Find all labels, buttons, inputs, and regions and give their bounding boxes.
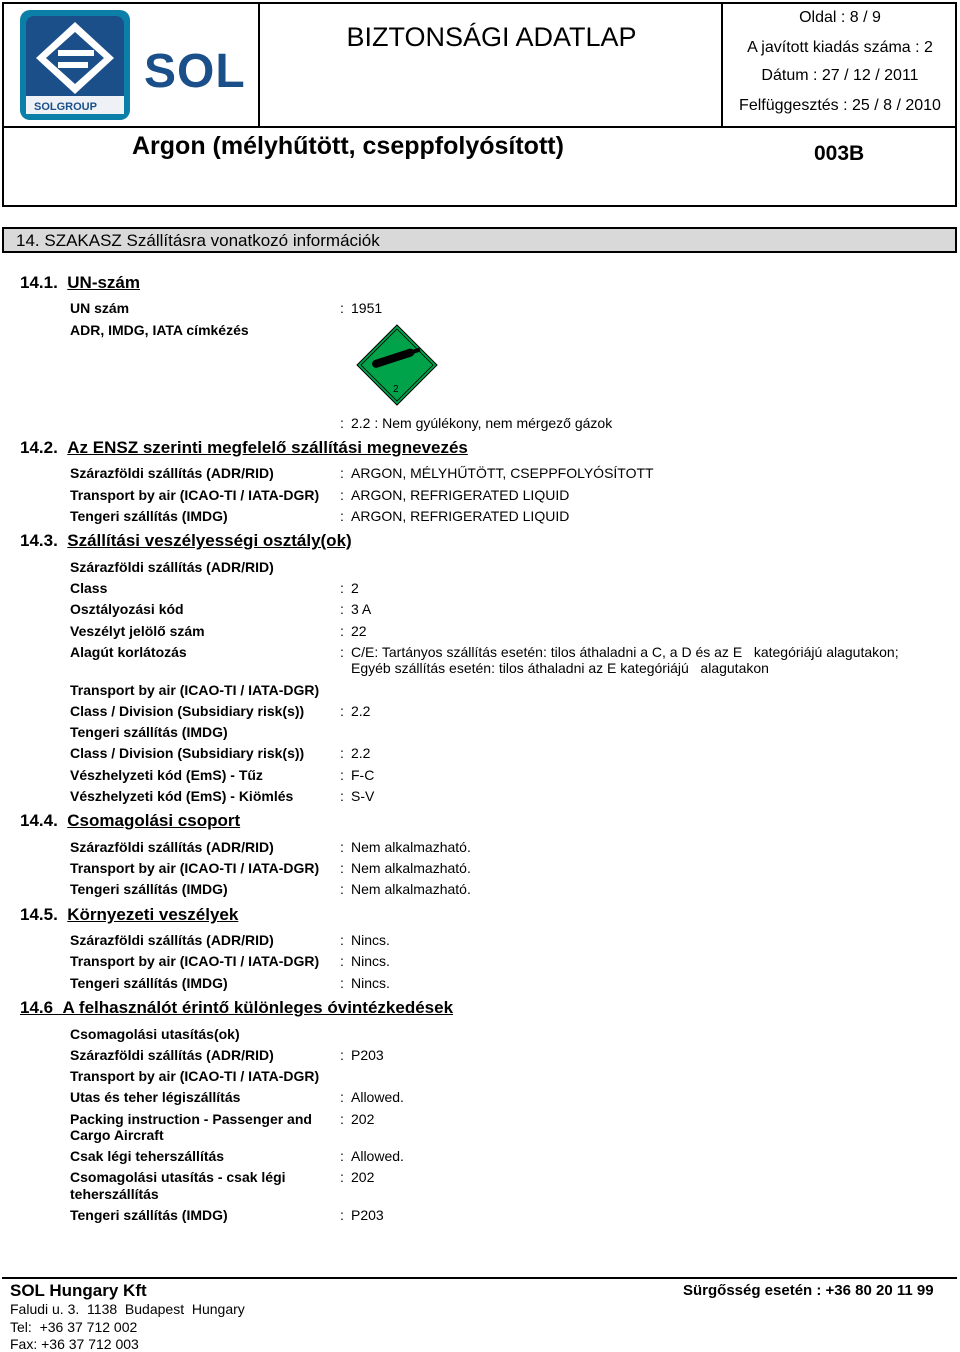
row-value: 2.2 [351,703,371,719]
row-value: 202 [351,1169,375,1185]
subsection-14-6-heading [20,998,453,1018]
labelling-label: ADR, IMDG, IATA címkézés [70,322,249,338]
product-code: 003B [814,142,865,165]
row-value: Allowed. [351,1089,404,1105]
row-value: P203 [351,1047,384,1063]
supersedes-date: Felfüggesztés : 25 / 8 / 2010 [739,97,941,114]
colon: : [340,881,344,897]
product-name: Argon (mélyhűtött, cseppfolyósított) [132,132,564,160]
colon: : [340,975,344,991]
row-value: 2.2 [351,745,371,761]
colon: : [340,601,344,617]
row-value: Nem alkalmazható. [351,860,471,876]
header-divider [4,126,955,128]
row-label: Veszélyt jelölő szám [70,623,205,639]
logo-cell [4,4,260,126]
row-value: Allowed. [351,1148,404,1164]
subsection-title: Az ENSZ szerinti megfelelő szállítási megnevezés [67,438,468,457]
subsection-number: 14.5. [20,905,58,924]
row-value: Nincs. [351,932,390,948]
footer-divider [2,1277,957,1279]
colon: : [340,745,344,761]
row-label-continued: Cargo Aircraft [70,1127,164,1143]
colon: : [340,1111,344,1127]
footer-emergency-phone: Sürgősség esetén : +36 80 20 11 99 [683,1282,934,1299]
hazard-label-description: 2.2 : Nem gyúlékony, nem mérgező gázok [351,415,613,431]
subsection-number: 14.4. [20,811,58,830]
row-value: 3 A [351,601,372,617]
row-label: Packing instruction - Passenger and [70,1111,312,1127]
issue-date: Dátum : 27 / 12 / 2011 [761,67,919,84]
row-label: Transport by air (ICAO-TI / IATA-DGR) [70,860,320,876]
title-cell [260,4,723,126]
section-title: 14. SZAKASZ Szállításra vonatkozó információk [16,231,380,250]
colon: : [340,932,344,948]
row-label: Transport by air (ICAO-TI / IATA-DGR) [70,487,320,503]
un-number-value: 1951 [351,300,383,316]
colon: : [340,508,344,524]
row-value: ARGON, REFRIGERATED LIQUID [351,487,570,503]
un-number-label: UN szám [70,300,130,316]
colon: : [340,703,344,719]
row-label: Szárazföldi szállítás (ADR/RID) [70,932,274,948]
subsection-number: 14.6 [20,998,54,1017]
row-label: Tengeri szállítás (IMDG) [70,975,228,991]
subsection-number: 14.3. [20,531,58,550]
colon: : [340,767,344,783]
row-value: Nincs. [351,953,390,969]
colon: : [340,644,344,660]
colon: : [340,839,344,855]
row-value: ARGON, MÉLYHŰTÖTT, CSEPPFOLYÓSÍTOTT [351,465,654,481]
row-label: Vészhelyzeti kód (EmS) - Kiömlés [70,788,294,804]
colon: : [340,1169,344,1185]
page-number: Oldal : 8 / 9 [799,9,881,26]
row-label: Utas és teher légiszállítás [70,1089,241,1105]
row-value: F-C [351,767,375,783]
row-label: Csomagolási utasítás(ok) [70,1026,240,1042]
row-value: ARGON, REFRIGERATED LIQUID [351,508,570,524]
subsection-title: UN-szám [67,273,141,292]
row-label: Vészhelyzeti kód (EmS) - Tűz [70,767,263,783]
row-label: Class / Division (Subsidiary risk(s)) [70,745,305,761]
row-label: Csak légi teherszállítás [70,1148,225,1164]
row-label: Csomagolási utasítás - csak légi [70,1169,286,1185]
row-value: Nem alkalmazható. [351,881,471,897]
subsection-14-2-heading [20,438,468,458]
colon: : [340,580,344,596]
colon: : [340,953,344,969]
row-label: Szárazföldi szállítás (ADR/RID) [70,839,274,855]
row-label: Tengeri szállítás (IMDG) [70,1207,228,1223]
footer-company: SOL Hungary Kft [10,1281,147,1300]
logo-text: SOL [144,45,246,98]
subsection-title: Szállítási veszélyességi osztály(ok) [67,531,352,550]
colon: : [340,1047,344,1063]
hazard-label-class-number: 2 [393,384,399,395]
row-value: 202 [351,1111,375,1127]
row-label: Class [70,580,108,596]
subsection-title: Környezeti veszélyek [67,905,239,924]
row-label: Tengeri szállítás (IMDG) [70,508,228,524]
document-title: BIZTONSÁGI ADATLAP [346,22,637,52]
row-value: Nincs. [351,975,390,991]
group-label: Transport by air (ICAO-TI / IATA-DGR) [70,682,320,698]
row-label: Szárazföldi szállítás (ADR/RID) [70,1047,274,1063]
tunnel-restriction-label: Alagút korlátozás [70,644,187,660]
colon: : [340,788,344,804]
subsection-title: A felhasználót érintő különleges óvintézkedések [62,998,454,1017]
row-label: Szárazföldi szállítás (ADR/RID) [70,465,274,481]
row-value: P203 [351,1207,384,1223]
row-label: Transport by air (ICAO-TI / IATA-DGR) [70,1068,320,1084]
colon: : [340,1148,344,1164]
section-title-bar [2,227,957,253]
colon: : [340,415,344,431]
revision-number: A javított kiadás száma : 2 [747,39,933,56]
subsection-14-3-heading [20,531,352,551]
footer-address: Faludi u. 3. 1138 Budapest Hungary [10,1301,245,1317]
colon: : [340,465,344,481]
subsection-number: 14.2. [20,438,58,457]
colon: : [340,487,344,503]
colon: : [340,860,344,876]
colon: : [340,623,344,639]
row-value: Nem alkalmazható. [351,839,471,855]
row-label: Tengeri szállítás (IMDG) [70,881,228,897]
tunnel-restriction-line-1: C/E: Tartányos szállítás esetén: tilos áthaladni a C, a D és az E kategóriájú alagutakon; [351,644,899,660]
row-label: Osztályozási kód [70,601,184,617]
subsection-number: 14.1. [20,273,58,292]
row-value: 2 [351,580,359,596]
row-label-continued: teherszállítás [70,1186,159,1202]
logo-group-text: SOLGROUP [34,101,97,113]
group-label: Szárazföldi szállítás (ADR/RID) [70,559,274,575]
row-value: 22 [351,623,367,639]
colon: : [340,1089,344,1105]
subsection-title: Csomagolási csoport [67,811,241,830]
footer-fax: Fax: +36 37 712 003 [10,1336,139,1352]
colon: : [340,300,344,316]
row-label: Transport by air (ICAO-TI / IATA-DGR) [70,953,320,969]
group-label: Tengeri szállítás (IMDG) [70,724,228,740]
header-box [2,2,957,207]
row-label: Class / Division (Subsidiary risk(s)) [70,703,305,719]
subsection-14-1-heading [20,273,140,293]
footer-tel: Tel: +36 37 712 002 [10,1319,138,1335]
row-value: S-V [351,788,375,804]
subsection-14-5-heading [20,905,238,925]
tunnel-restriction-line-2: Egyéb szállítás esetén: tilos áthaladni az E kategóriájú alagutakon [351,660,769,676]
colon: : [340,1207,344,1223]
subsection-14-4-heading [20,811,240,831]
